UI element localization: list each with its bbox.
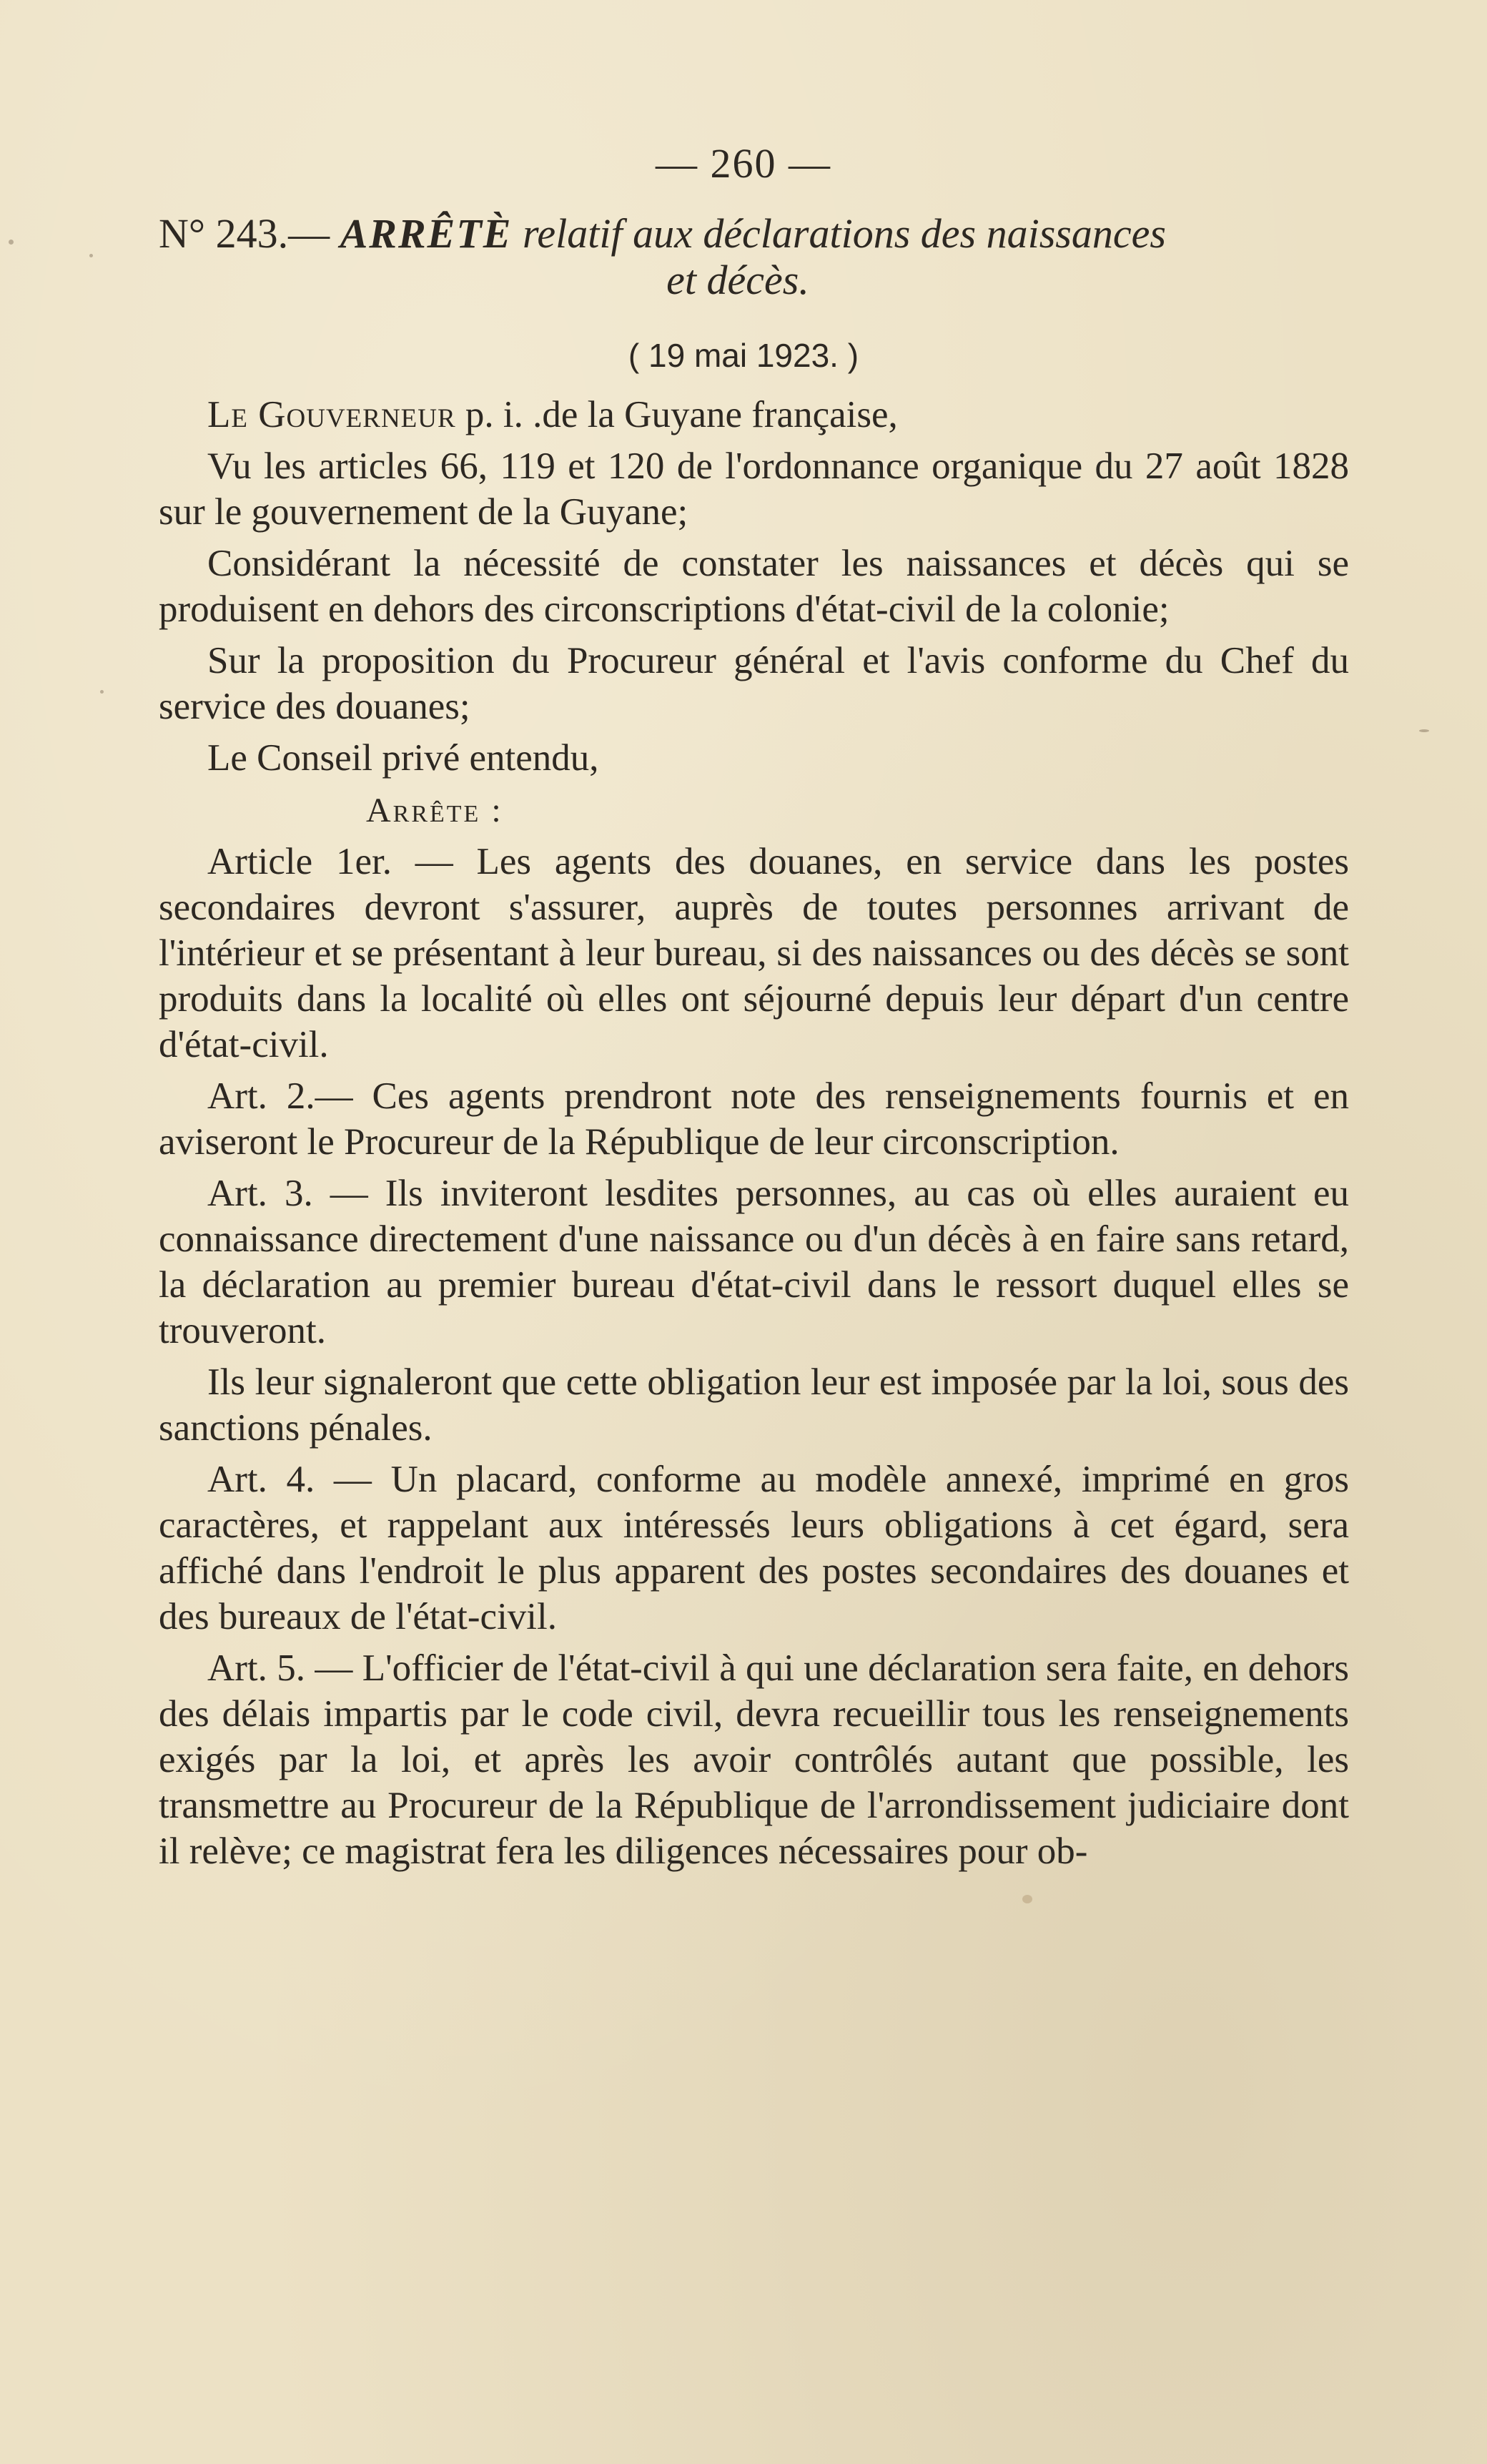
decree-title — [159, 211, 1360, 304]
decree-type: ARRÊTÈ — [340, 210, 513, 257]
article-5: Art. 5. — L'officier de l'état-civil à qui une déclaration sera faite, en dehors des délais impartis par le code civil, devra recueillir tous les renseignements exigés par la loi, et après les avoir contrôlés autant que possible, les transmettre au Procureur de la République de l'arrondissement judiciaire dont il relève; ce magistrat fera les diligences nécessaires pour ob- — [159, 1647, 1349, 1872]
arrete-heading: Arrête : — [366, 792, 503, 829]
page-number: — 260 — — [656, 140, 831, 187]
decree-subject-line1: relatif aux déclarations des naissances — [522, 210, 1166, 257]
article-4: Art. 4. — Un placard, conforme au modèle annexé, imprimé en gros caractères, et rappelant aux intéressés leurs obligations à cet égard, sera affiché dans l'endroit le plus apparent des postes secondaires des douanes et des bureaux de l'état-civil. — [159, 1459, 1349, 1637]
decree-body — [159, 392, 1349, 1874]
paper-speck — [89, 254, 93, 257]
decree-subject-line2: et décès. — [666, 256, 809, 303]
article-2: Art. 2.— Ces agents prendront note des renseignements fournis et en aviseront le Procureur de la République de leur circonscription. — [159, 1075, 1349, 1163]
gouverneur-label: Le Gouverneur — [207, 394, 456, 435]
paper-speck — [1419, 729, 1429, 732]
paper-speck — [1022, 1895, 1032, 1903]
article-1: Article 1er. — Les agents des douanes, en service dans les postes secondaires devront s'assurer, auprès de toutes personnes arrivant de l'intérieur et se présentant à leur bureau, si des naissances ou des décès se sont produits dans la localité où elles ont séjourné depuis leur départ d'un centre d'état-civil. — [159, 841, 1349, 1065]
decree-date: ( 19 mai 1923. ) — [628, 337, 859, 374]
gouverneur-rest: p. i. .de la Guyane française, — [465, 394, 898, 435]
paper-speck — [100, 690, 104, 694]
article-3-continued: Ils leur signaleront que cette obligation leur est imposée par la loi, sous des sanctions pénales. — [159, 1361, 1349, 1449]
decree-number: N° 243. — [159, 210, 289, 257]
preamble-considerant: Considérant la nécessité de constater les naissances et décès qui se produisent en dehors des circonscriptions d'état-civil de la colonie; — [159, 543, 1349, 630]
preamble-gouverneur — [159, 392, 1349, 438]
preamble-vu: Vu les articles 66, 119 et 120 de l'ordonnance organique du 27 août 1828 sur le gouvernement de la Guyane; — [159, 445, 1349, 533]
preamble-proposition: Sur la proposition du Procureur général et l'avis conforme du Chef du service des douanes; — [159, 640, 1349, 727]
title-dash: — — [288, 210, 330, 257]
article-3: Art. 3. — Ils inviteront lesdites personnes, au cas où elles auraient eu connaissance directement d'une naissance ou d'un décès à en faire sans retard, la déclaration au premier bureau d'état-civil dans le ressort duquel elles se trouveront. — [159, 1173, 1349, 1351]
paper-speck — [9, 240, 14, 245]
preamble-conseil: Le Conseil privé entendu, — [207, 737, 599, 779]
